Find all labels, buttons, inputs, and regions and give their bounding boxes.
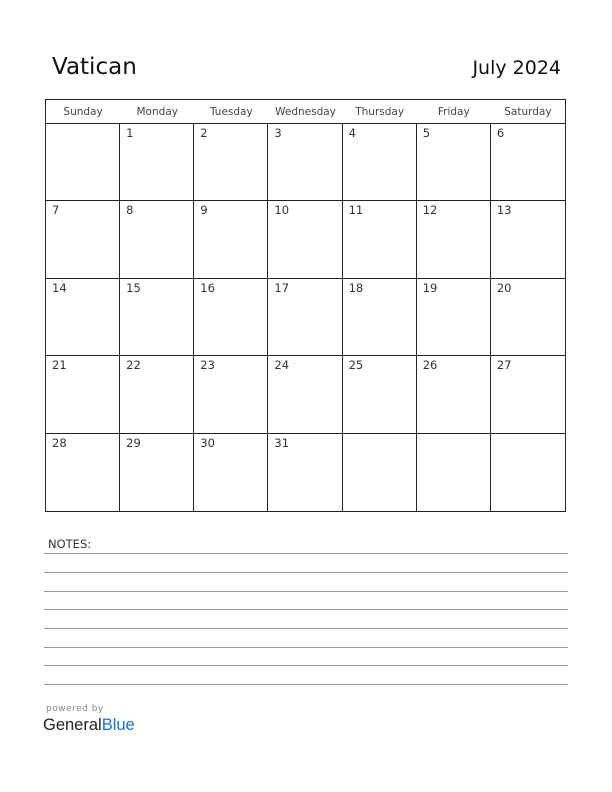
- weekday-thursday: Thursday: [355, 106, 405, 118]
- day-grid: [46, 124, 565, 511]
- weekday-header: [46, 100, 565, 124]
- day-number: 10: [274, 203, 290, 218]
- day-number: 31: [274, 435, 290, 450]
- day-cell: [491, 434, 565, 511]
- day-cell: [46, 356, 120, 433]
- day-cell: [417, 279, 491, 356]
- day-number: 9: [200, 203, 208, 218]
- day-cell: [491, 279, 565, 356]
- day-number: 8: [126, 203, 134, 218]
- page-title-month: July 2024: [472, 57, 561, 79]
- day-number: 21: [52, 358, 67, 373]
- day-cell: [417, 124, 491, 201]
- day-number: 25: [348, 358, 364, 373]
- day-number: 14: [52, 280, 67, 295]
- day-number: 20: [496, 280, 512, 295]
- day-number: 26: [422, 358, 438, 373]
- brand-logo: [43, 716, 135, 735]
- day-cell: [194, 356, 268, 433]
- day-cell: [120, 201, 194, 278]
- day-cell: [343, 356, 417, 433]
- day-cell: [268, 124, 342, 201]
- day-number: 29: [126, 435, 141, 450]
- notes-label: NOTES:: [48, 537, 92, 551]
- day-cell: [120, 279, 194, 356]
- day-cell: [268, 434, 342, 511]
- day-number: 11: [348, 203, 364, 218]
- notes-line: [44, 647, 568, 648]
- day-cell: [46, 434, 120, 511]
- day-cell: [46, 124, 120, 201]
- day-number: 22: [126, 358, 141, 373]
- powered-by-text: powered by: [46, 704, 104, 714]
- day-number: 7: [52, 203, 60, 218]
- day-cell: [194, 279, 268, 356]
- day-cell: [417, 201, 491, 278]
- day-cell: [46, 201, 120, 278]
- day-number: 24: [274, 358, 290, 373]
- day-cell: [120, 124, 194, 201]
- day-number: 13: [496, 203, 512, 218]
- day-number: 17: [274, 280, 290, 295]
- day-number: 23: [200, 358, 215, 373]
- day-number: 30: [200, 435, 215, 450]
- day-number: 5: [422, 126, 431, 140]
- notes-line: [44, 684, 568, 685]
- day-cell: [417, 356, 491, 433]
- weekday-monday: Monday: [136, 106, 178, 118]
- day-cell: [46, 279, 120, 356]
- day-cell: [120, 356, 194, 433]
- brand-blue: Blue: [101, 716, 135, 734]
- day-cell: [343, 434, 417, 511]
- weekday-tuesday: Tuesday: [209, 106, 253, 118]
- day-cell: [194, 201, 268, 278]
- day-number: 28: [52, 435, 67, 450]
- day-cell: [268, 279, 342, 356]
- day-number: 16: [200, 280, 215, 295]
- day-cell: [491, 356, 565, 433]
- notes-line: [44, 591, 568, 592]
- day-number: 18: [348, 280, 364, 295]
- weekday-sunday: Sunday: [63, 106, 103, 118]
- notes-line: [44, 553, 568, 554]
- notes-line: [44, 665, 568, 666]
- weekday-saturday: Saturday: [504, 106, 552, 118]
- day-cell: [343, 279, 417, 356]
- notes-line: [44, 628, 568, 629]
- day-number: 3: [274, 126, 282, 140]
- day-cell: [268, 356, 342, 433]
- day-cell: [120, 434, 194, 511]
- day-cell: [343, 201, 417, 278]
- day-cell: [491, 124, 565, 201]
- day-number: 15: [126, 280, 141, 295]
- day-cell: [343, 124, 417, 201]
- brand-general: General: [43, 716, 102, 734]
- day-cell: [194, 434, 268, 511]
- day-cell: [268, 201, 342, 278]
- day-number: 2: [200, 126, 208, 140]
- day-number: 6: [496, 126, 505, 140]
- notes-line: [44, 572, 568, 573]
- notes-line: [44, 609, 568, 610]
- weekday-wednesday: Wednesday: [275, 106, 336, 118]
- day-number: 27: [496, 358, 512, 373]
- day-number: 4: [348, 126, 356, 140]
- day-cell: [491, 201, 565, 278]
- day-cell: [417, 434, 491, 511]
- day-number: 1: [126, 126, 134, 140]
- calendar-grid: [45, 99, 566, 512]
- day-number: 19: [422, 280, 438, 295]
- day-cell: [194, 124, 268, 201]
- page-title-country: Vatican: [52, 54, 137, 80]
- day-number: 12: [422, 203, 438, 218]
- weekday-friday: Friday: [437, 106, 470, 118]
